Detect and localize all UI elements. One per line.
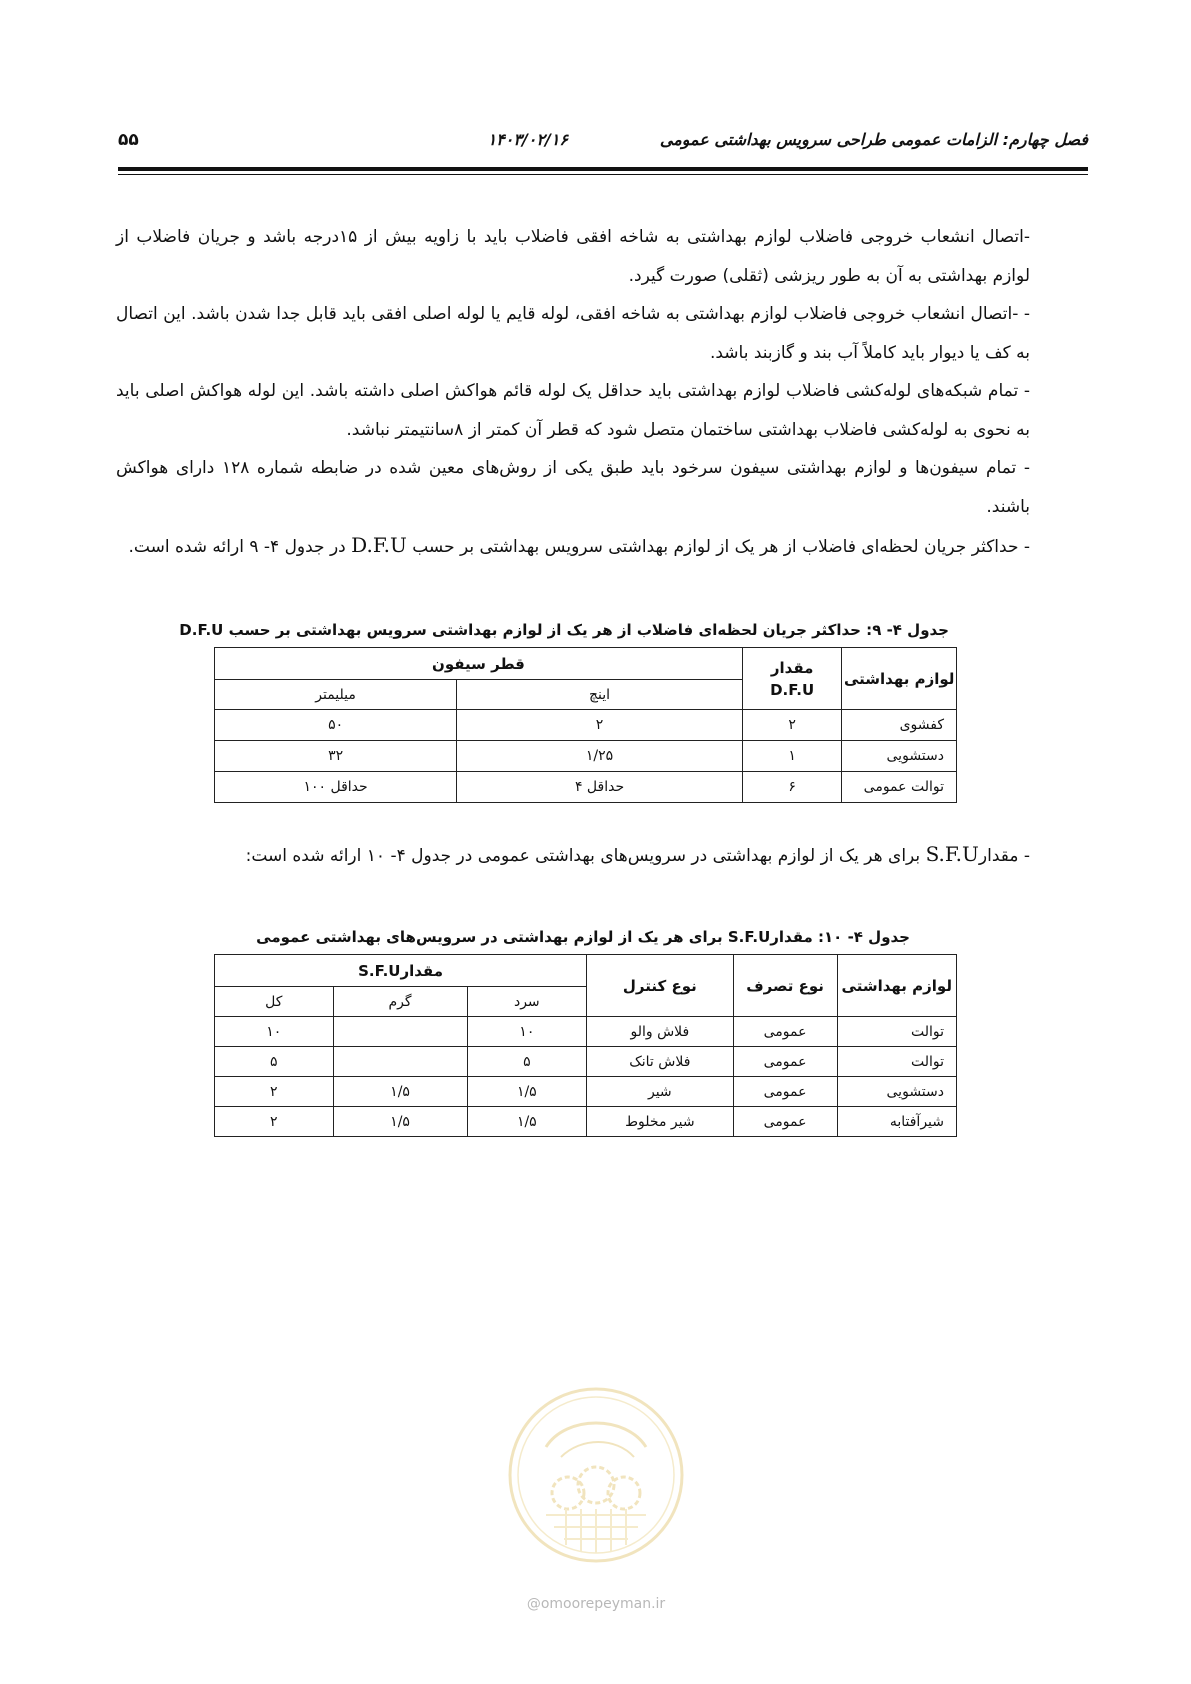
table-cell: ۲ <box>742 710 842 741</box>
paragraph-5 <box>116 526 1030 567</box>
chapter-title: فصل چهارم: الزامات عمومی طراحی سرویس بهداشتی عمومی <box>659 130 1088 149</box>
paragraph-3: - تمام شبکه‌های لوله‌کشی فاضلاب لوازم بهداشتی باید حداقل یک لوله قائم هواکش اصلی داشته باشد. این لوله هواکش اصلی باید به نحوی به لوله‌کشی فاضلاب بهداشتی ساختمان متصل شود که قطر آن کمتر از ۸سانتیمتر نباشد. <box>116 381 1030 440</box>
page-header <box>118 130 1088 160</box>
table-2-header-hot: گرم <box>333 987 467 1017</box>
table-cell: ۱ <box>742 741 842 772</box>
table-cell: فلاش تانک <box>587 1047 734 1077</box>
paragraph-4: - تمام سیفون‌ها و لوازم بهداشتی سیفون سرخود باید طبق یکی از روش‌های معین شده در ضابطه شماره ۱۲۸ دارای هواکش باشند. <box>116 458 1030 517</box>
table-cell: ۱/۵ <box>467 1107 587 1137</box>
paragraph-5-start: - حداکثر جریان لحظه‌ای فاضلاب از هر یک از لوازم بهداشتی سرویس بهداشتی بر حسب <box>406 537 1030 557</box>
watermark-logo <box>506 1385 686 1565</box>
table-row <box>215 1077 957 1107</box>
table-2-header-sfu: مقدارS.F.U <box>215 955 587 987</box>
header-rule-thick <box>118 167 1088 171</box>
table-1-header-mm: میلیمتر <box>215 680 457 710</box>
table-cell: ۱۰ <box>215 1017 334 1047</box>
table-2-header-total: کل <box>215 987 334 1017</box>
table-cell: دستشویی <box>842 741 957 772</box>
table-cell: ۳۲ <box>215 741 457 772</box>
table-1-caption: جدول ۴- ۹: حداکثر جریان لحظه‌ای فاضلاب از هر یک از لوازم بهداشتی سرویس بهداشتی بر حسب D.F.U <box>179 621 949 639</box>
table-cell: ۱۰ <box>467 1017 587 1047</box>
table-cell: دستشویی <box>837 1077 957 1107</box>
table-cell <box>333 1017 467 1047</box>
table-cell: ۱/۲۵ <box>457 741 743 772</box>
sfu-term: S.F.U <box>925 842 979 866</box>
table-1 <box>214 647 957 803</box>
table-cell: ۱/۵ <box>467 1077 587 1107</box>
table-2-header-cold: سرد <box>467 987 587 1017</box>
table-cell: عمومی <box>733 1107 837 1137</box>
table-cell: حداقل ۱۰۰ <box>215 772 457 803</box>
table-cell: توالت عمومی <box>842 772 957 803</box>
table-cell: فلاش والو <box>587 1017 734 1047</box>
table-row <box>215 741 957 772</box>
table-2 <box>214 954 957 1137</box>
table-cell: ۵۰ <box>215 710 457 741</box>
table-2-caption: جدول ۴- ۱۰: مقدارS.F.U برای هر یک از لوازم بهداشتی در سرویس‌های بهداشتی عمومی <box>256 928 910 946</box>
table-row <box>215 1107 957 1137</box>
dfu-term: D.F.U <box>351 533 407 557</box>
table-cell: شیر <box>587 1077 734 1107</box>
table-row <box>215 1017 957 1047</box>
table-1-header-inch: اینچ <box>457 680 743 710</box>
table-cell: ۲ <box>215 1077 334 1107</box>
sfu-sentence-start: - مقدار <box>978 846 1030 866</box>
table-2-header-fixture: لوازم بهداشتی <box>837 955 957 1017</box>
table-2-header-control: نوع کنترل <box>587 955 734 1017</box>
table-cell: حداقل ۴ <box>457 772 743 803</box>
table-1-header-dfu-top: مقدار <box>770 658 814 677</box>
table-cell: توالت <box>837 1047 957 1077</box>
watermark-site: @omoorepeyman.ir <box>526 1596 666 1612</box>
table-cell: کفشوی <box>842 710 957 741</box>
table-cell: شیر مخلوط <box>587 1107 734 1137</box>
sfu-sentence-end: برای هر یک از لوازم بهداشتی در سرویس‌های بهداشتی عمومی در جدول ۴- ۱۰ ارائه شده است: <box>245 846 926 866</box>
table-row <box>215 1047 957 1077</box>
table-cell: ۲ <box>457 710 743 741</box>
table-cell: شیرآفتابه <box>837 1107 957 1137</box>
paragraph-2: - -اتصال انشعاب خروجی فاضلاب لوازم بهداشتی به شاخه افقی، لوله قایم یا لوله اصلی افقی باید قابل جدا شدن باشد. این اتصال به کف یا دیوار باید کاملاً آب بند و گازبند باشد. <box>116 304 1030 363</box>
table-row <box>215 772 957 803</box>
table-cell: توالت <box>837 1017 957 1047</box>
sfu-sentence <box>130 842 1030 866</box>
table-cell: ۱/۵ <box>333 1107 467 1137</box>
table-2-header-usage: نوع تصرف <box>733 955 837 1017</box>
table-cell: عمومی <box>733 1017 837 1047</box>
table-1-header-dfu <box>742 648 842 710</box>
table-cell: ۲ <box>215 1107 334 1137</box>
paragraph-5-end: در جدول ۴- ۹ ارائه شده است. <box>128 537 352 557</box>
table-cell <box>333 1047 467 1077</box>
table-1-header-fixture: لوازم بهداشتی <box>842 648 957 710</box>
page-number: ۵۵ <box>118 130 139 150</box>
table-cell: ۵ <box>467 1047 587 1077</box>
table-row <box>215 710 957 741</box>
table-cell: ۶ <box>742 772 842 803</box>
table-1-header-trap: قطر سیفون <box>215 648 743 680</box>
header-date: ۱۴۰۳/۰۲/۱۶ <box>487 130 568 149</box>
header-rule-thin <box>118 174 1088 175</box>
table-cell: ۱/۵ <box>333 1077 467 1107</box>
body-text <box>116 218 1030 567</box>
table-cell: عمومی <box>733 1047 837 1077</box>
paragraph-1: -اتصال انشعاب خروجی فاضلاب لوازم بهداشتی به شاخه افقی فاضلاب باید با زاویه بیش از ۱۵درجه باشد و جریان فاضلاب از لوازم بهداشتی به آن به طور ریزشی (ثقلی) صورت گیرد. <box>116 227 1030 286</box>
table-cell: عمومی <box>733 1077 837 1107</box>
table-cell: ۵ <box>215 1047 334 1077</box>
table-1-header-dfu-bottom: D.F.U <box>770 680 815 699</box>
